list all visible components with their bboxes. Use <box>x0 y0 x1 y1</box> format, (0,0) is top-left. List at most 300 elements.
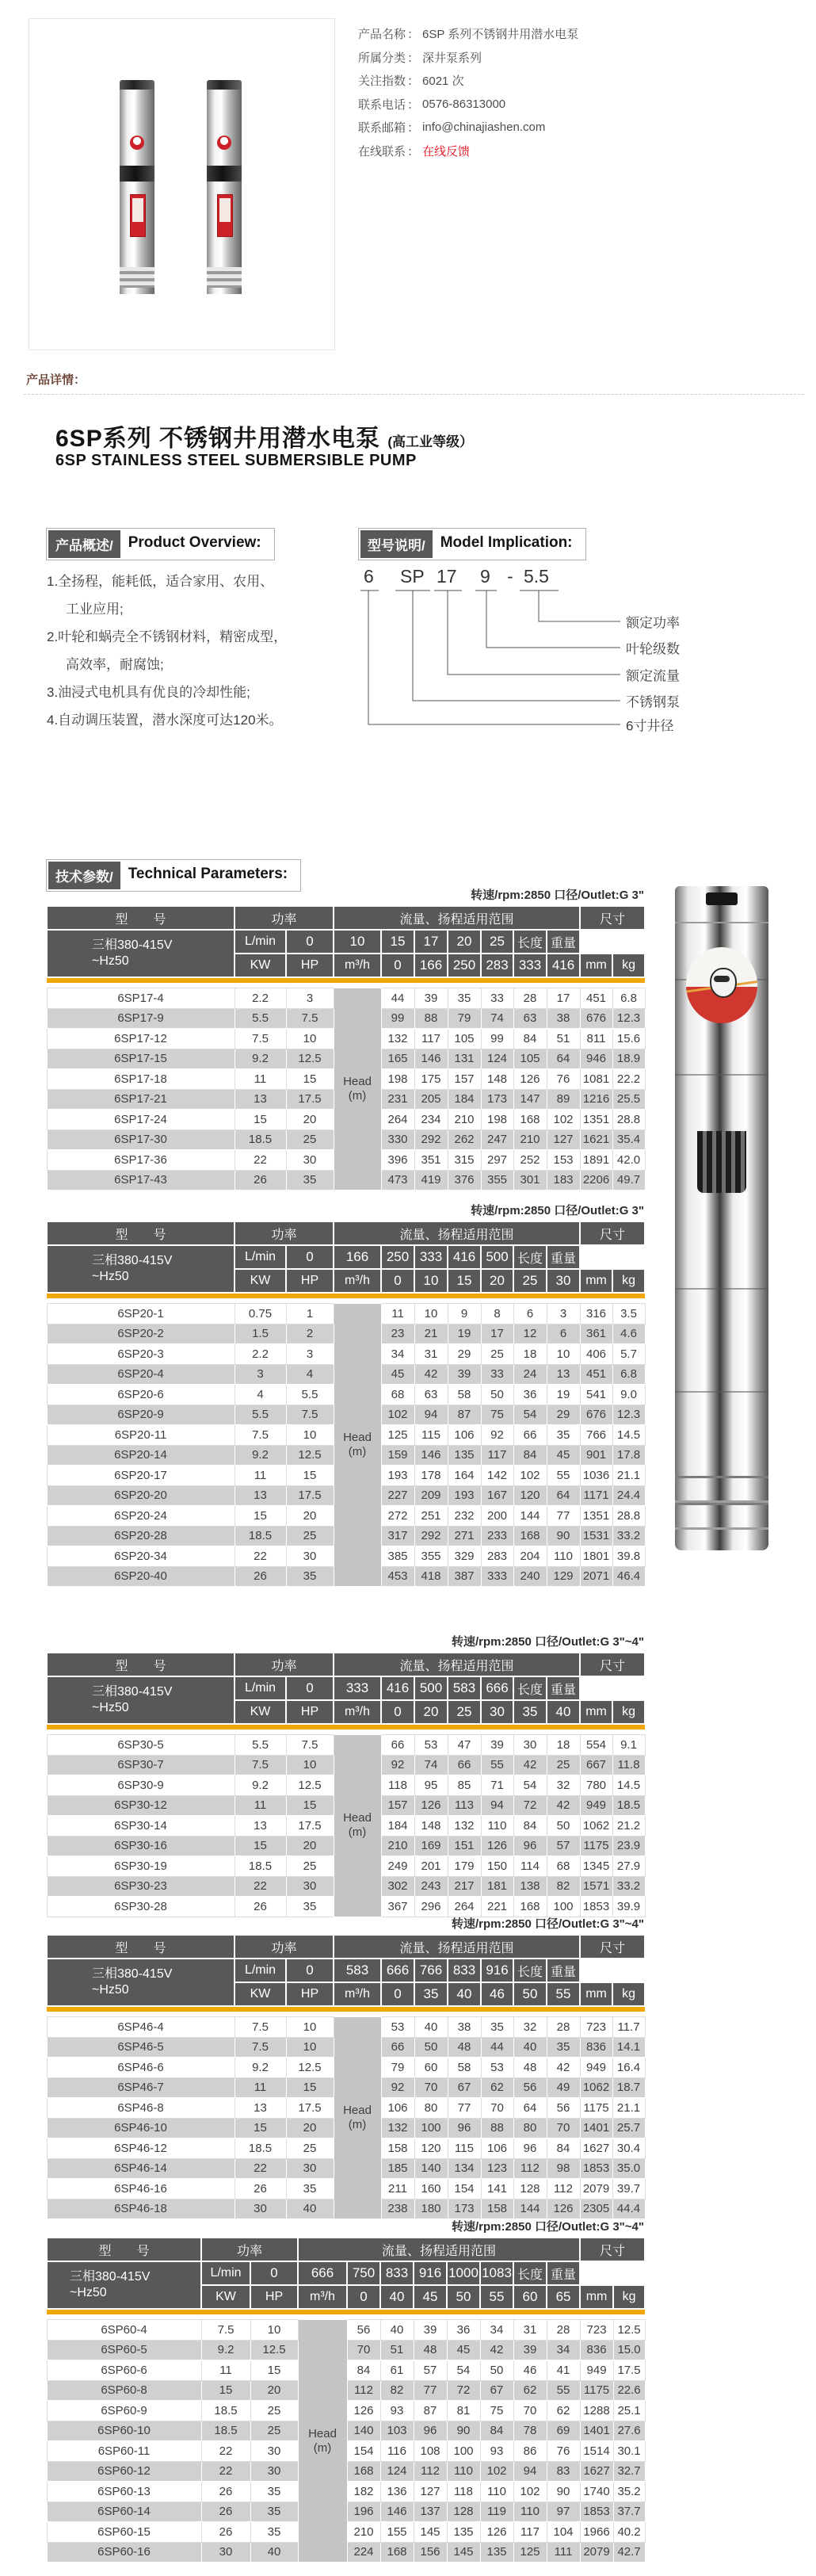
info-row-contact <box>358 140 802 163</box>
head-value-cell: 35 <box>448 988 481 1009</box>
length-cell: 406 <box>580 1344 612 1365</box>
head-value-cell: 209 <box>414 1485 448 1506</box>
model-part-power: 5.5 <box>524 566 549 587</box>
kw-cell: 18.5 <box>201 2401 250 2421</box>
head-value-cell: 39 <box>481 1735 513 1756</box>
head-value-cell: 224 <box>347 2542 380 2563</box>
head-value-cell: 184 <box>381 1816 414 1836</box>
hp-cell: 30 <box>250 2441 298 2462</box>
colon: ： <box>407 121 420 136</box>
head-value-cell: 56 <box>547 2098 580 2119</box>
length-cell: 1036 <box>580 1466 612 1486</box>
kw-cell: 11 <box>201 2360 250 2381</box>
head-value-cell: 367 <box>381 1897 414 1917</box>
weight-cell: 37.7 <box>613 2501 645 2522</box>
head-value-cell: 53 <box>381 2017 414 2038</box>
head-value-cell: 196 <box>347 2501 380 2522</box>
weight-cell: 46.4 <box>612 1566 645 1587</box>
unit-mm: mm <box>580 1982 612 2006</box>
head-value-cell: 58 <box>448 1385 481 1405</box>
head-value-cell: 132 <box>381 2118 414 2138</box>
head-value-cell: 231 <box>381 1089 414 1110</box>
pump-photo-right <box>207 80 242 294</box>
head-value-cell: 21 <box>414 1324 448 1344</box>
lmin-value: 833 <box>380 2261 414 2285</box>
head-value-cell: 50 <box>481 1385 513 1405</box>
length-cell: 780 <box>580 1775 612 1796</box>
lmin-value: 0 <box>286 1676 334 1700</box>
head-value-cell: 42 <box>513 1755 547 1775</box>
kw-cell: 2.2 <box>235 988 286 1009</box>
head-value-cell: 387 <box>448 1566 481 1587</box>
col-flow-head-range: 流量、扬程适用范围 <box>334 1935 580 1959</box>
head-value-cell: 178 <box>414 1466 448 1486</box>
head-value-cell: 301 <box>513 1170 547 1191</box>
head-value-cell: 124 <box>380 2461 414 2482</box>
unit-lmin: L/min <box>235 1245 286 1269</box>
head-value-cell: 238 <box>381 2199 414 2219</box>
tech-label-cn: 技术参数/ <box>48 862 120 889</box>
kw-cell: 26 <box>201 2482 250 2502</box>
weight-cell: 15.6 <box>612 1029 645 1049</box>
model-cell: 6SP17-4 <box>47 988 235 1009</box>
col-power: 功率 <box>235 1653 334 1676</box>
head-value-cell: 45 <box>381 1364 414 1385</box>
length-cell: 1401 <box>580 2118 612 2138</box>
head-value-cell: 126 <box>547 2199 580 2219</box>
head-value-cell: 211 <box>381 2179 414 2200</box>
head-value-cell: 105 <box>448 1029 481 1049</box>
hp-cell: 20 <box>286 1506 334 1527</box>
head-value-cell: 271 <box>448 1526 481 1546</box>
model-part-well: 6 <box>364 566 374 587</box>
length-cell: 1531 <box>580 1526 612 1546</box>
pump-photo-left <box>120 80 154 294</box>
head-value-cell: 156 <box>414 2542 447 2563</box>
hp-cell: 10 <box>286 2017 334 2038</box>
head-value-cell: 46 <box>513 2360 547 2381</box>
weight-cell: 24.4 <box>612 1485 645 1506</box>
weight-cell: 18.9 <box>612 1049 645 1069</box>
rpm-caption: 转速/rpm:2850 口径/Outlet:G 3" <box>471 1204 644 1217</box>
pump-label-sticker <box>217 194 233 237</box>
lmin-value: 766 <box>414 1959 448 1982</box>
info-label: 联系电话 <box>358 97 406 112</box>
kw-cell: 30 <box>235 2199 286 2219</box>
col-size: 尺寸 <box>580 1653 645 1676</box>
model-cell: 6SP20-9 <box>47 1405 235 1425</box>
kw-cell: 13 <box>235 2098 286 2119</box>
head-value-cell: 10 <box>414 1304 448 1324</box>
length-cell: 2206 <box>580 1170 612 1191</box>
length-cell: 1062 <box>580 2077 612 2098</box>
weight-cell: 39.7 <box>612 2179 645 2200</box>
model-cell: 6SP60-12 <box>47 2461 201 2482</box>
hp-cell: 10 <box>286 1755 334 1775</box>
length-cell: 554 <box>580 1735 612 1756</box>
head-value-cell: 61 <box>380 2360 414 2381</box>
m3h-value: 0 <box>381 1982 414 2006</box>
rpm-caption: 转速/rpm:2850 口径/Outlet:G 3"~4" <box>451 2220 644 2234</box>
weight-cell: 11.7 <box>612 2017 645 2038</box>
info-value: 0576-86313000 <box>422 97 506 111</box>
model-cell: 6SP20-4 <box>47 1364 235 1385</box>
head-value-cell: 19 <box>547 1385 580 1405</box>
head-m-cell: Head (m) <box>334 2017 381 2219</box>
head-value-cell: 35 <box>547 1425 580 1446</box>
kw-cell: 26 <box>235 1897 286 1917</box>
head-value-cell: 118 <box>447 2482 480 2502</box>
head-value-cell: 90 <box>547 1526 580 1546</box>
model-cell: 6SP46-18 <box>47 2199 235 2219</box>
kw-cell: 26 <box>235 2179 286 2200</box>
head-value-cell: 140 <box>347 2421 380 2441</box>
hp-cell: 40 <box>286 2199 334 2219</box>
m3h-value: 46 <box>481 1982 513 2006</box>
model-cell: 6SP20-40 <box>47 1566 235 1587</box>
spec-table-6SP20 <box>46 1221 646 1587</box>
pump-upper-body <box>675 922 768 1131</box>
head-value-cell: 164 <box>448 1466 481 1486</box>
length-cell: 1853 <box>580 2501 613 2522</box>
kw-cell: 22 <box>235 1150 286 1171</box>
col-model: 型 号 <box>47 2238 201 2261</box>
weight-cell: 49.7 <box>612 1170 645 1191</box>
label-rated-power: 额定功率 <box>626 615 680 631</box>
model-cell: 6SP17-24 <box>47 1110 235 1130</box>
unit-lmin: L/min <box>235 930 286 954</box>
head-value-cell: 45 <box>447 2340 480 2360</box>
hp-cell: 2 <box>286 1324 334 1344</box>
weight-cell: 21.1 <box>612 2098 645 2119</box>
head-value-cell: 79 <box>381 2058 414 2078</box>
head-value-cell: 54 <box>447 2360 480 2381</box>
spec-table-6sp17 <box>46 905 644 1191</box>
weight-cell: 28.8 <box>612 1110 645 1130</box>
unit-lmin: L/min <box>201 2261 250 2285</box>
lmin-value: 583 <box>448 1676 481 1700</box>
m3h-value: 20 <box>414 1700 448 1724</box>
lmin-value: 666 <box>298 2261 347 2285</box>
head-value-cell: 234 <box>414 1110 448 1130</box>
head-value-cell: 185 <box>381 2158 414 2179</box>
head-value-cell: 165 <box>381 1049 414 1069</box>
weight-cell: 16.4 <box>612 2058 645 2078</box>
lmin-value: 666 <box>481 1676 513 1700</box>
spec-table-6SP60 <box>46 2237 646 2563</box>
weight-cell: 28.8 <box>612 1506 645 1527</box>
head-value-cell: 94 <box>414 1405 448 1425</box>
head-value-cell: 158 <box>481 2199 513 2219</box>
length-cell: 451 <box>580 988 612 1009</box>
weight-cell: 25.5 <box>612 1089 645 1110</box>
unit-m3h: m³/h <box>334 954 381 977</box>
head-value-cell: 104 <box>547 2522 580 2543</box>
length-cell: 949 <box>580 2058 612 2078</box>
head-value-cell: 110 <box>481 1816 513 1836</box>
head-value-cell: 103 <box>380 2421 414 2441</box>
m3h-value: 30 <box>481 1700 513 1724</box>
head-value-cell: 86 <box>513 2441 547 2462</box>
head-value-cell: 147 <box>513 1089 547 1110</box>
head-value-cell: 100 <box>547 1897 580 1917</box>
hp-cell: 7.5 <box>286 1405 334 1425</box>
online-feedback-link[interactable]: 在线反馈 <box>422 144 471 159</box>
weight-cell: 40.2 <box>613 2522 645 2543</box>
m3h-value: 25 <box>513 1269 547 1293</box>
unit-mm: mm <box>580 954 612 977</box>
col-flow-head-range: 流量、扬程适用范围 <box>334 1653 580 1676</box>
head-value-cell: 19 <box>448 1324 481 1344</box>
head-value-cell: 25 <box>547 1755 580 1775</box>
head-value-cell: 51 <box>547 1029 580 1049</box>
head-value-cell: 45 <box>547 1445 580 1466</box>
title-grade: (高工业等级） <box>387 434 474 449</box>
model-cell: 6SP30-23 <box>47 1876 235 1897</box>
model-cell: 6SP20-3 <box>47 1344 235 1365</box>
lmin-value: 20 <box>448 930 481 954</box>
weight-cell: 21.1 <box>612 1466 645 1486</box>
unit-kg: kg <box>612 954 645 977</box>
head-value-cell: 233 <box>481 1526 513 1546</box>
head-value-cell: 32 <box>513 2017 547 2038</box>
length-cell: 1175 <box>580 2380 613 2401</box>
head-value-cell: 67 <box>480 2380 513 2401</box>
kw-cell: 5.5 <box>235 1735 286 1756</box>
kw-cell: 9.2 <box>235 1049 286 1069</box>
head-value-cell: 57 <box>547 1836 580 1856</box>
model-cell: 6SP46-12 <box>47 2138 235 2159</box>
pump-ring <box>675 1476 768 1503</box>
head-value-cell: 105 <box>513 1049 547 1069</box>
head-value-cell: 76 <box>547 1069 580 1090</box>
hp-cell: 12.5 <box>286 1775 334 1796</box>
head-value-cell: 56 <box>347 2320 380 2341</box>
product-overview-text <box>47 568 364 734</box>
model-cell: 6SP60-10 <box>47 2421 201 2441</box>
unit-m3h: m³/h <box>334 1982 381 2006</box>
head-value-cell: 264 <box>448 1897 481 1917</box>
head-value-cell: 210 <box>448 1110 481 1130</box>
head-value-cell: 227 <box>381 1485 414 1506</box>
weight-cell: 5.7 <box>612 1344 645 1365</box>
length-cell: 1627 <box>580 2138 612 2159</box>
head-value-cell: 210 <box>347 2522 380 2543</box>
kw-cell: 22 <box>235 2158 286 2179</box>
head-value-cell: 113 <box>448 1795 481 1816</box>
unit-m3h: m³/h <box>334 1700 381 1724</box>
head-value-cell: 132 <box>381 1029 414 1049</box>
product-photo-card <box>29 18 335 350</box>
kw-cell: 15 <box>235 2118 286 2138</box>
kw-cell: 22 <box>201 2461 250 2482</box>
col-size: 尺寸 <box>580 2238 645 2261</box>
head-value-cell: 112 <box>414 2461 447 2482</box>
head-value-cell: 18 <box>513 1344 547 1365</box>
head-value-cell: 146 <box>414 1049 448 1069</box>
tab-product-details[interactable]: 产品详情： <box>26 373 86 387</box>
pump-lower-body <box>675 1193 768 1476</box>
head-value-cell: 55 <box>547 2380 580 2401</box>
hp-cell: 10 <box>286 1029 334 1049</box>
info-row-category <box>358 46 802 70</box>
head-value-cell: 74 <box>481 1008 513 1029</box>
overview-line: 高效率，耐腐蚀; <box>66 657 164 672</box>
length-cell: 1966 <box>580 2522 613 2543</box>
head-value-cell: 351 <box>414 1150 448 1171</box>
head-value-cell: 36 <box>513 1385 547 1405</box>
col-hp: HP <box>286 1269 334 1293</box>
head-value-cell: 87 <box>448 1405 481 1425</box>
head-value-cell: 102 <box>381 1405 414 1425</box>
head-value-cell: 115 <box>448 2138 481 2159</box>
weight-cell: 6.8 <box>612 988 645 1009</box>
weight-cell: 6.8 <box>612 1364 645 1385</box>
head-value-cell: 184 <box>448 1089 481 1110</box>
head-value-cell: 25 <box>481 1344 513 1365</box>
label-rated-flow: 额定流量 <box>626 668 680 684</box>
colon: ： <box>407 28 420 42</box>
lmin-value: 500 <box>481 1245 513 1269</box>
pump-grille <box>675 1131 768 1193</box>
head-value-cell: 82 <box>380 2380 414 2401</box>
head-value-cell: 17 <box>547 988 580 1009</box>
hp-cell: 20 <box>286 1836 334 1856</box>
hp-cell: 20 <box>286 1110 334 1130</box>
model-cell: 6SP30-9 <box>47 1775 235 1796</box>
head-value-cell: 57 <box>414 2360 447 2381</box>
unit-kg: kg <box>612 1982 645 2006</box>
head-value-cell: 102 <box>480 2461 513 2482</box>
length-cell: 2079 <box>580 2179 612 2200</box>
overview-label-en: Product Overview: <box>128 534 261 551</box>
lmin-value: 750 <box>347 2261 380 2285</box>
head-value-cell: 39 <box>513 2340 547 2360</box>
m3h-value: 25 <box>448 1700 481 1724</box>
head-value-cell: 201 <box>414 1856 448 1877</box>
hp-cell: 15 <box>286 2077 334 2098</box>
head-value-cell: 247 <box>481 1129 513 1150</box>
model-cell: 6SP60-13 <box>47 2482 201 2502</box>
unit-m3h: m³/h <box>298 2285 347 2309</box>
m3h-value: 0 <box>381 954 414 977</box>
head-value-cell: 148 <box>481 1069 513 1090</box>
head-value-cell: 126 <box>480 2522 513 2543</box>
weight-cell: 14.5 <box>612 1425 645 1446</box>
head-value-cell: 35 <box>481 2017 513 2038</box>
lmin-value: 250 <box>381 1245 414 1269</box>
head-value-cell: 49 <box>547 2077 580 2098</box>
length-cell: 676 <box>580 1008 612 1029</box>
length-cell: 1740 <box>580 2482 613 2502</box>
col-weight: 重量 <box>547 2261 580 2285</box>
weight-cell: 9.0 <box>612 1385 645 1405</box>
head-value-cell: 145 <box>447 2542 480 2563</box>
head-value-cell: 35 <box>547 2037 580 2058</box>
section-label-tech <box>46 859 301 892</box>
overview-line: 1.全扬程，能耗低，适合家用、农用、 <box>47 574 274 589</box>
head-value-cell: 60 <box>414 2058 448 2078</box>
colon: ： <box>407 97 420 112</box>
m3h-value: 20 <box>481 1269 513 1293</box>
head-value-cell: 142 <box>481 1466 513 1486</box>
model-cell: 6SP46-5 <box>47 2037 235 2058</box>
info-value: 6SP 系列不锈钢井用潜水电泵 <box>422 28 579 42</box>
head-value-cell: 44 <box>381 988 414 1009</box>
page-title <box>55 419 473 453</box>
head-value-cell: 42 <box>480 2340 513 2360</box>
head-value-cell: 118 <box>381 1775 414 1796</box>
rpm-caption: 转速/rpm:2850 口径/Outlet:G 3"~4" <box>451 1635 644 1649</box>
length-cell: 667 <box>580 1755 612 1775</box>
head-value-cell: 175 <box>414 1069 448 1090</box>
head-value-cell: 169 <box>414 1836 448 1856</box>
head-value-cell: 126 <box>481 1836 513 1856</box>
head-value-cell: 146 <box>380 2501 414 2522</box>
m3h-value: 166 <box>414 954 448 977</box>
head-value-cell: 125 <box>513 2542 547 2563</box>
info-value[interactable]: 深井泵系列 <box>422 51 482 65</box>
head-value-cell: 74 <box>414 1755 448 1775</box>
kw-cell: 22 <box>235 1546 286 1567</box>
head-value-cell: 6 <box>513 1304 547 1324</box>
pump-product-photo <box>675 886 768 1541</box>
label-stainless-pump: 不锈钢泵 <box>626 694 680 710</box>
model-cell: 6SP20-11 <box>47 1425 235 1446</box>
length-cell: 1853 <box>580 2158 612 2179</box>
lmin-value: 17 <box>414 930 448 954</box>
weight-cell: 14.1 <box>612 2037 645 2058</box>
head-value-cell: 29 <box>448 1344 481 1365</box>
model-cell: 6SP17-30 <box>47 1129 235 1150</box>
kw-cell: 5.5 <box>235 1008 286 1029</box>
head-value-cell: 93 <box>380 2401 414 2421</box>
head-value-cell: 127 <box>414 2482 447 2502</box>
model-label-cn: 型号说明/ <box>360 530 433 558</box>
rpm-caption: 转速/rpm:2850 口径/Outlet:G 3" <box>471 889 644 902</box>
head-value-cell: 63 <box>414 1385 448 1405</box>
head-value-cell: 44 <box>481 2037 513 2058</box>
kw-cell: 18.5 <box>201 2421 250 2441</box>
head-value-cell: 138 <box>513 1876 547 1897</box>
head-value-cell: 48 <box>414 2340 447 2360</box>
kw-cell: 7.5 <box>235 1755 286 1775</box>
info-row-views <box>358 69 802 93</box>
info-label: 在线联系 <box>358 144 406 159</box>
lmin-value: 500 <box>414 1676 448 1700</box>
weight-cell: 27.9 <box>612 1856 645 1877</box>
m3h-value: 40 <box>448 1982 481 2006</box>
head-value-cell: 272 <box>381 1506 414 1527</box>
head-value-cell: 96 <box>513 1836 547 1856</box>
head-value-cell: 168 <box>513 1110 547 1130</box>
head-value-cell: 221 <box>481 1897 513 1917</box>
kw-cell: 3 <box>235 1364 286 1385</box>
head-value-cell: 9 <box>448 1304 481 1324</box>
lmin-value: 666 <box>381 1959 414 1982</box>
unit-mm: mm <box>580 1269 612 1293</box>
head-value-cell: 70 <box>414 2077 448 2098</box>
m3h-value: 35 <box>513 1700 547 1724</box>
col-model: 型 号 <box>47 1221 235 1245</box>
head-value-cell: 168 <box>380 2542 414 2563</box>
head-value-cell: 34 <box>480 2320 513 2341</box>
kw-cell: 15 <box>235 1836 286 1856</box>
head-value-cell: 329 <box>448 1546 481 1567</box>
head-value-cell: 34 <box>381 1344 414 1365</box>
kw-cell: 9.2 <box>235 2058 286 2078</box>
head-value-cell: 302 <box>381 1876 414 1897</box>
